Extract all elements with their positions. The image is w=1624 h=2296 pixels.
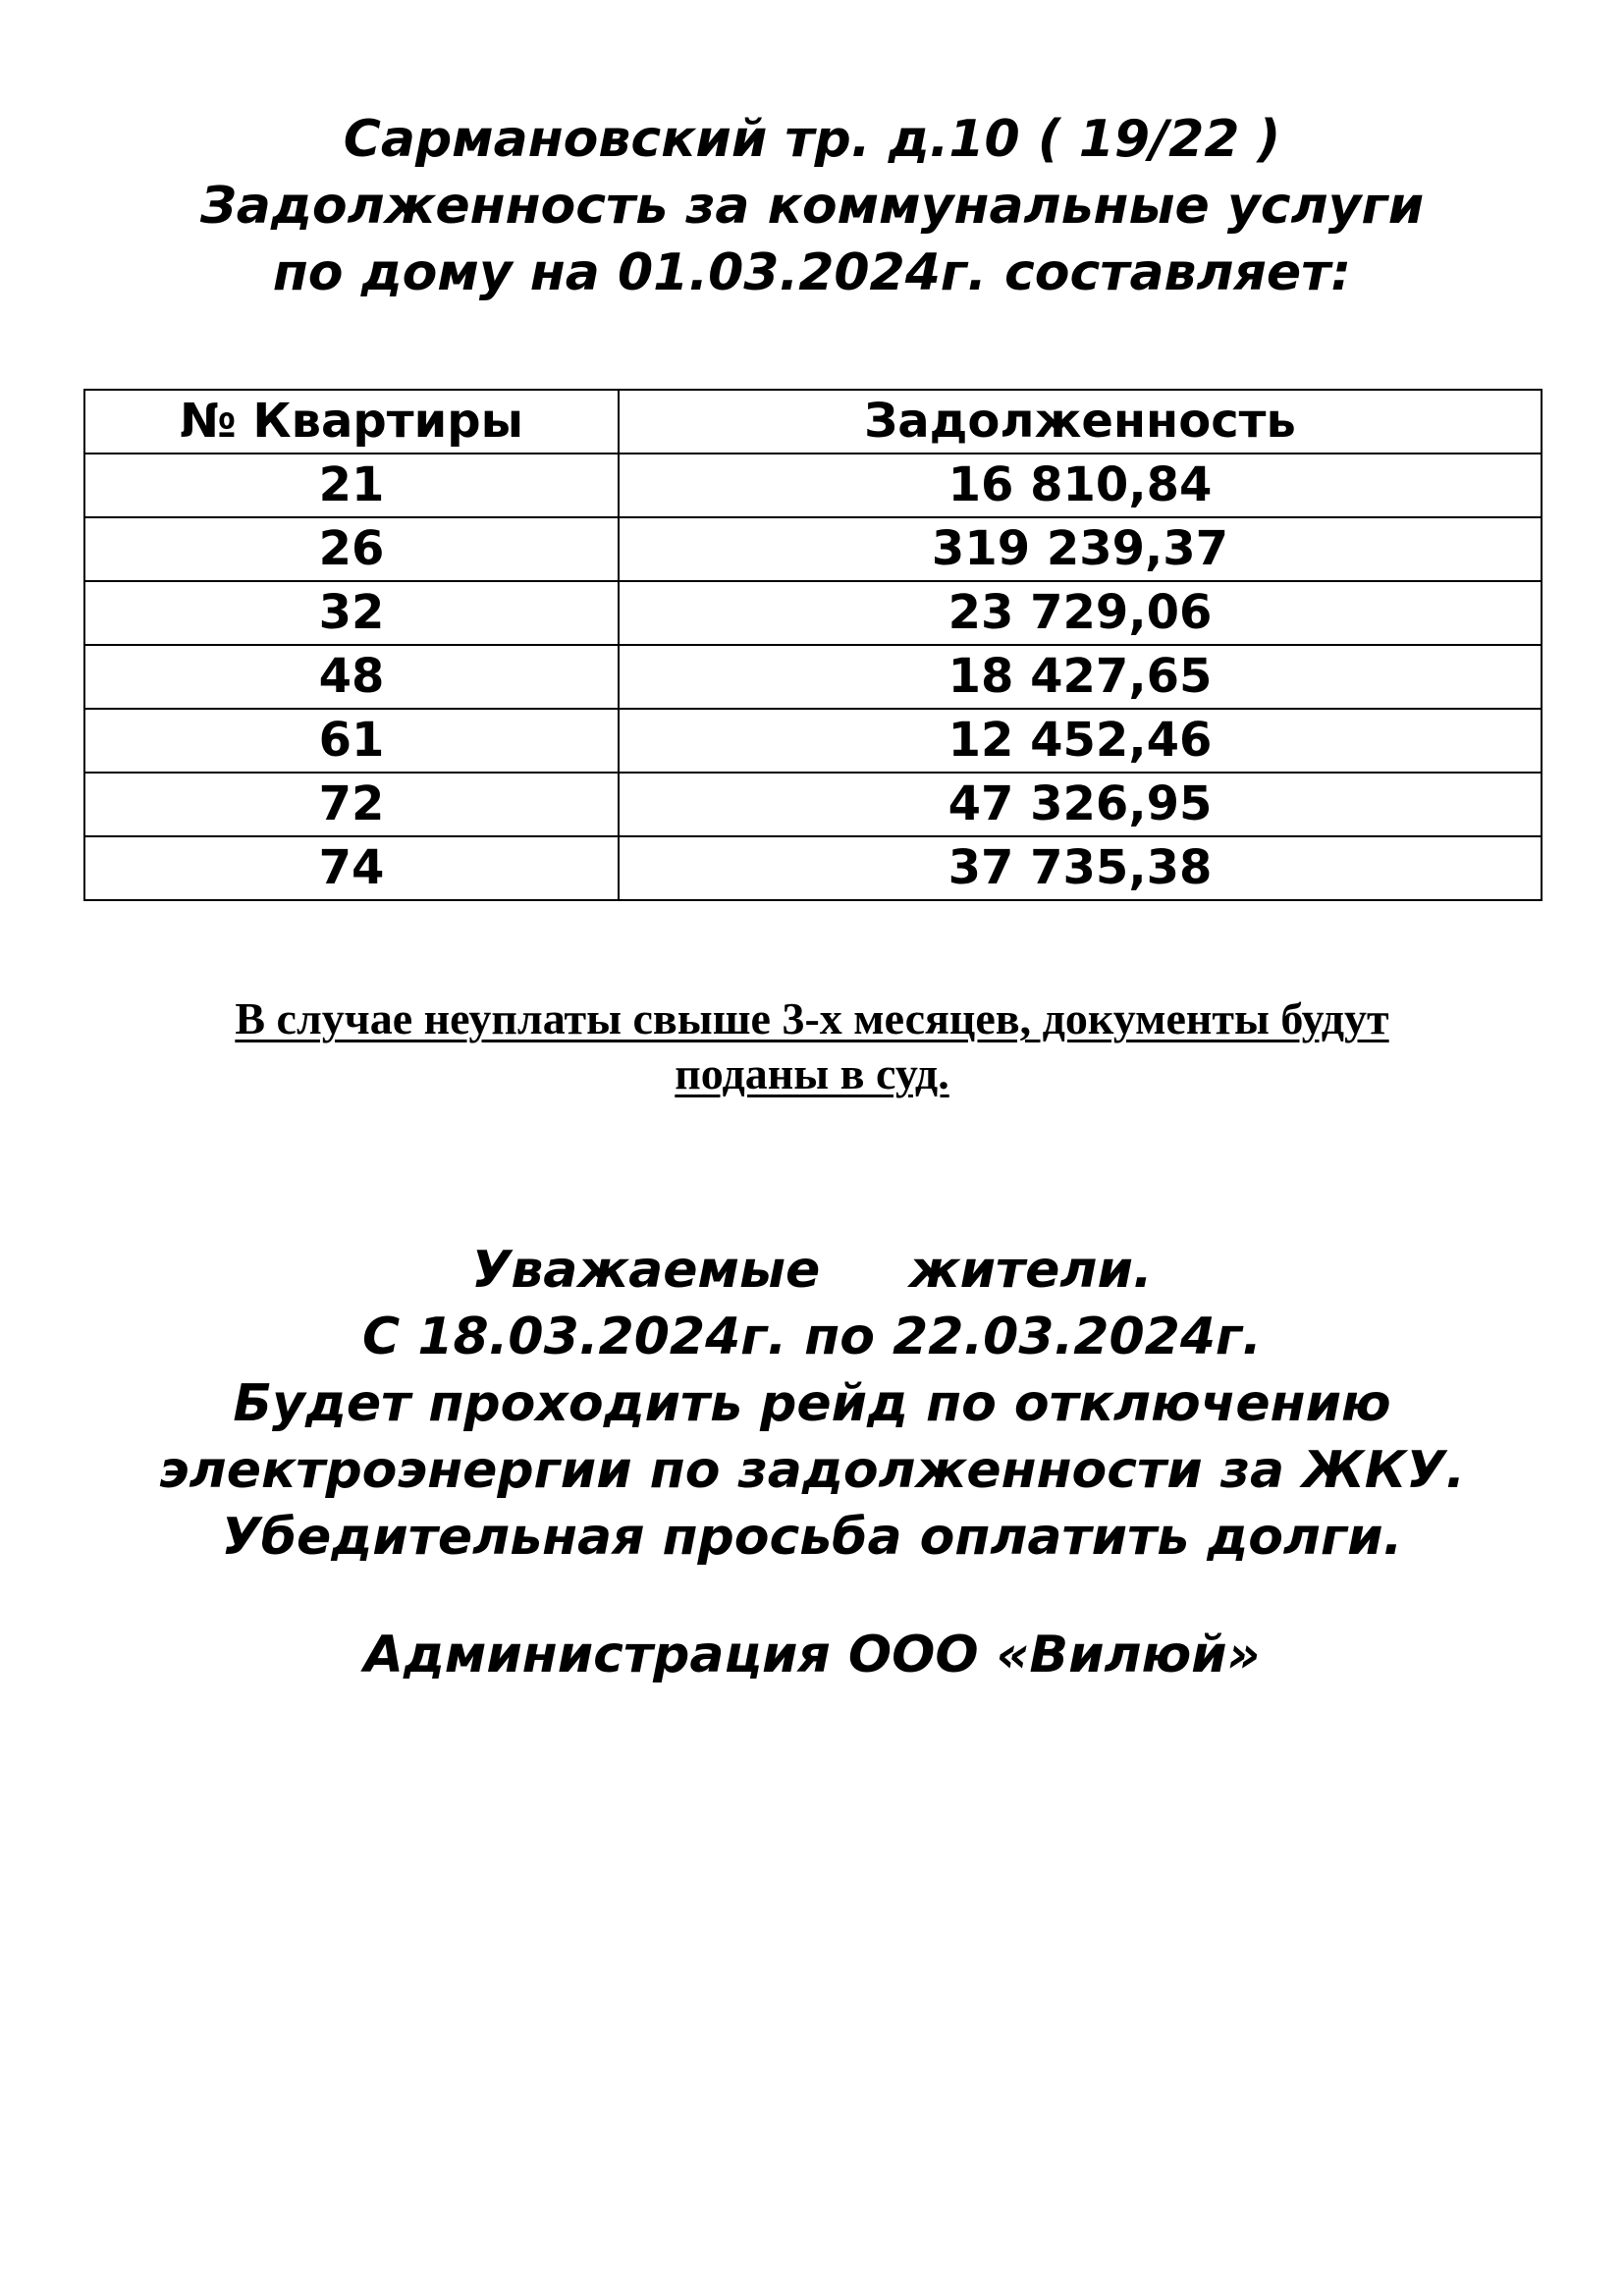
table-row [84,773,1542,836]
debt-cell: 23 729,06 [619,581,1542,645]
notice-greeting: Уважаемые жители. [471,1241,1153,1300]
debt-cell: 12 452,46 [619,709,1542,773]
apartment-cell: 32 [84,581,619,645]
disconnection-notice [0,1237,1624,1571]
court-warning [0,991,1624,1101]
notice-line-4: электроэнергии по задолженности за ЖКУ. [158,1441,1466,1500]
column-header-debt: Задолженность [619,390,1542,454]
apartment-cell: 48 [84,645,619,709]
debt-cell: 16 810,84 [619,454,1542,517]
apartment-cell: 26 [84,517,619,581]
notice-dates: С 18.03.2024г. по 22.03.2024г. [362,1308,1262,1366]
table-row [84,454,1542,517]
heading-address: Сармановский тр. д.10 ( 19/22 ) [343,110,1281,169]
heading-date: по дому на 01.03.2024г. составляет: [272,243,1352,302]
debt-cell: 47 326,95 [619,773,1542,836]
apartment-cell: 72 [84,773,619,836]
debt-cell: 37 735,38 [619,836,1542,900]
apartment-cell: 74 [84,836,619,900]
notice-line-5: Убедительная просьба оплатить долги. [221,1508,1403,1567]
heading-subject: Задолженность за коммунальные услуги [199,177,1425,236]
debt-cell: 18 427,65 [619,645,1542,709]
table-row [84,517,1542,581]
table-row [84,836,1542,900]
table-row [84,645,1542,709]
debt-cell: 319 239,37 [619,517,1542,581]
warning-line-1: В случае неуплаты свыше 3-х месяцев, документы будут [235,993,1389,1043]
notice-line-3: Будет проходить рейд по отключению [233,1374,1391,1433]
table-row [84,581,1542,645]
warning-line-2: поданы в суд. [675,1048,949,1098]
apartment-cell: 21 [84,454,619,517]
table-header-row [84,390,1542,454]
document-heading [0,106,1624,306]
column-header-apartment: № Квартиры [84,390,619,454]
signature: Администрация ООО «Вилюй» [363,1626,1261,1684]
apartment-cell: 61 [84,709,619,773]
debt-table [83,389,1543,901]
table-row [84,709,1542,773]
